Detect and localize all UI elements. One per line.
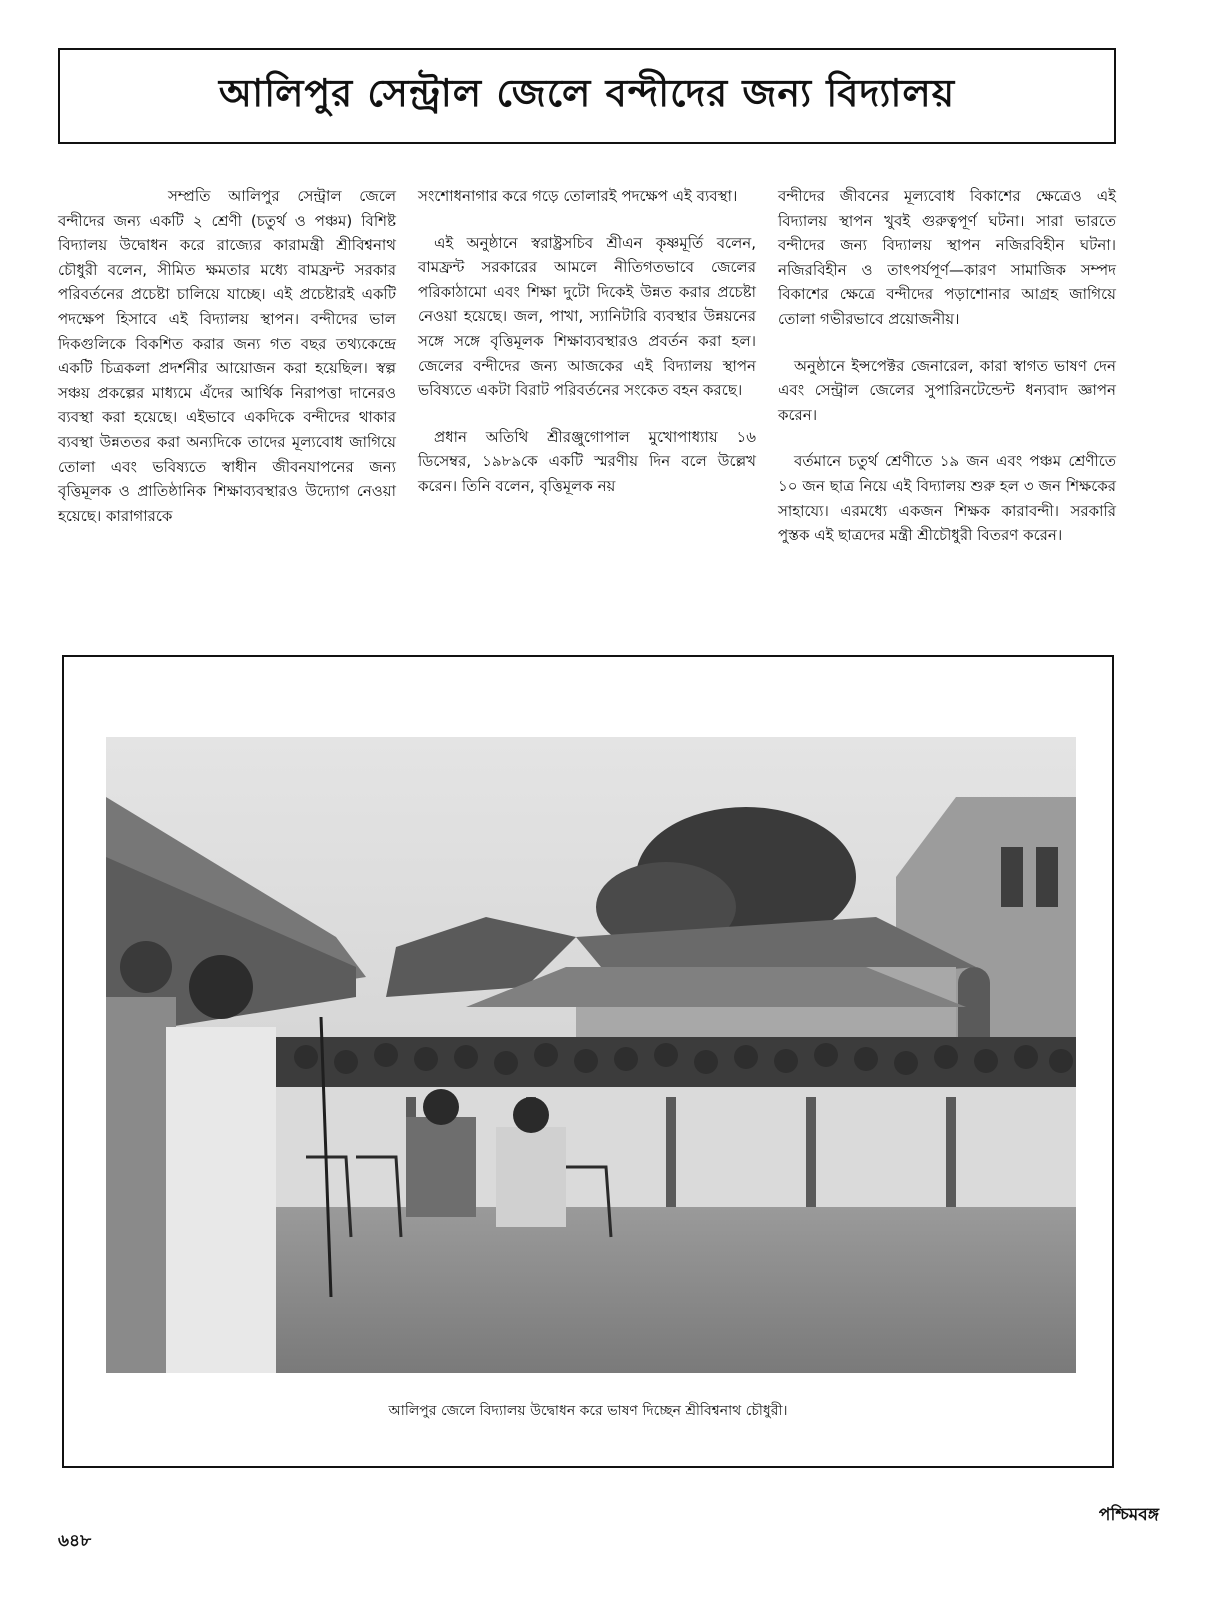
paragraph: বর্তমানে চতুর্থ শ্রেণীতে ১৯ জন এবং পঞ্চম শ্রেণীতে ১০ জন ছাত্র নিয়ে এই বিদ্যালয় শুরু হল ৩ জন শিক্ষকের সাহায্যে। এরমধ্যে একজন শিক্ষক কারাবন্দী। সরকারি পুস্তক এই ছাত্রদের মন্ত্রী শ্রীচৌধুরী বিতরণ করেন। bbox=[778, 452, 1116, 545]
paragraph: সংশোধনাগার করে গড়ে তোলারই পদক্ষেপ এই ব্যবস্থা। bbox=[418, 187, 738, 205]
paragraph: এই অনুষ্ঠানে স্বরাষ্ট্রসচিব শ্রীএন কৃষ্ণমূর্তি বলেন, বামফ্রন্ট সরকারের আমলে নীতিগতভাবে জেলের পরিকাঠামো এবং শিক্ষা দুটো দিকেই উন্নত করার প্রচেষ্টা নেওয়া হয়েছে। জল, পাখা, স্যানিটারি ব্যবস্থার উন্নয়নের সঙ্গে সঙ্গে বৃত্তিমূলক শিক্ষাব্যবস্থারও প্রবর্তন করা হল। জেলের বন্দীদের জন্য আজকের এই বিদ্যালয় স্থাপন ভবিষ্যতে একটা বিরাট পরিবর্তনের সংকেত বহন করছে। bbox=[418, 233, 756, 400]
photo-caption: আলিপুর জেলে বিদ্যালয় উদ্বোধন করে ভাষণ দিচ্ছেন শ্রীবিশ্বনাথ চৌধুরী। bbox=[388, 1403, 788, 1419]
paragraph: প্রধান অতিথি শ্রীরঞ্জুগোপাল মুখোপাধ্যায় ১৬ ডিসেম্বর, ১৯৮৯কে একটি স্মরণীয় দিন বলে উল্লেখ করেন। তিনি বলেন, বৃত্তিমূলক নয় bbox=[418, 427, 756, 495]
magazine-name: পশ্চিমবঙ্গ bbox=[1098, 1505, 1159, 1525]
paragraph: সম্প্রতি আলিপুর সেন্ট্রাল জেলে বন্দীদের জন্য একটি ২ শ্রেণী (চতুর্থ ও পঞ্চম) বিশিষ্ট বিদ্যালয় উদ্বোধন করে রাজ্যের কারামন্ত্রী শ্রীবিশ্বনাথ চৌধুরী বলেন, সীমিত ক্ষমতার মধ্যে বামফ্রন্ট সরকার পরিবর্তনের প্রচেষ্টা চালিয়ে যাচ্ছে। এই প্রচেষ্টারই একটি পদক্ষেপ হিসাবে এই বিদ্যালয় স্থাপন। বন্দীদের ভাল দিকগুলিকে বিকশিত করার জন্য গত বছর তথ্যকেন্দ্রে একটি চিত্রকলা প্রদর্শনীর আয়োজন করা হয়েছিল। স্বল্প সঞ্চয় প্রকল্পের মাধ্যমে এঁদের আর্থিক নিরাপত্তা দানেরও ব্যবস্থা করা হয়েছে। এইভাবে একদিকে বন্দীদের থাকার ব্যবস্থা উন্নততর করা অন্যদিকে তাদের মূল্যবোধ জাগিয়ে তোলা এবং ভবিষ্যতে স্বাধীন জীবনযাপনের জন্য বৃত্তিমূলক ও প্রাতিষ্ঠানিক শিক্ষাব্যবস্থারও উদ্যোগ নেওয়া হয়েছে। কারাগারকে bbox=[58, 187, 396, 525]
article-title: আলিপুর সেন্ট্রাল জেলে বন্দীদের জন্য বিদ্যালয় bbox=[218, 71, 956, 115]
paragraph: অনুষ্ঠানে ইন্সপেক্টর জেনারেল, কারা স্বাগত ভাষণ দেন এবং সেন্ট্রাল জেলের সুপারিনটেন্ডেন্ট ধন্যবাদ জ্ঞাপন করেন। bbox=[778, 356, 1116, 424]
headline-box bbox=[58, 48, 1116, 144]
paragraph: বন্দীদের জীবনের মূল্যবোধ বিকাশের ক্ষেত্রেও এই বিদ্যালয় স্থাপন খুবই গুরুত্বপূর্ণ ঘটনা। সারা ভারতে বন্দীদের জন্য বিদ্যালয় স্থাপন নজিরবিহীন ঘটনা। নজিরবিহীন ও তাৎপর্যপূর্ণ—কারণ সামাজিক সম্পদ বিকাশের ক্ষেত্রে বন্দীদের পড়াশোনার আগ্রহ জাগিয়ে তোলা গভীরভাবে প্রয়োজনীয়। bbox=[778, 187, 1116, 328]
ceremony-photo bbox=[106, 737, 1076, 1373]
article-column-2 bbox=[418, 184, 756, 521]
article-column-1 bbox=[58, 184, 396, 550]
photo-frame bbox=[62, 655, 1114, 1468]
page-number: ৬৪৮ bbox=[58, 1531, 92, 1551]
article-column-3 bbox=[778, 184, 1116, 570]
